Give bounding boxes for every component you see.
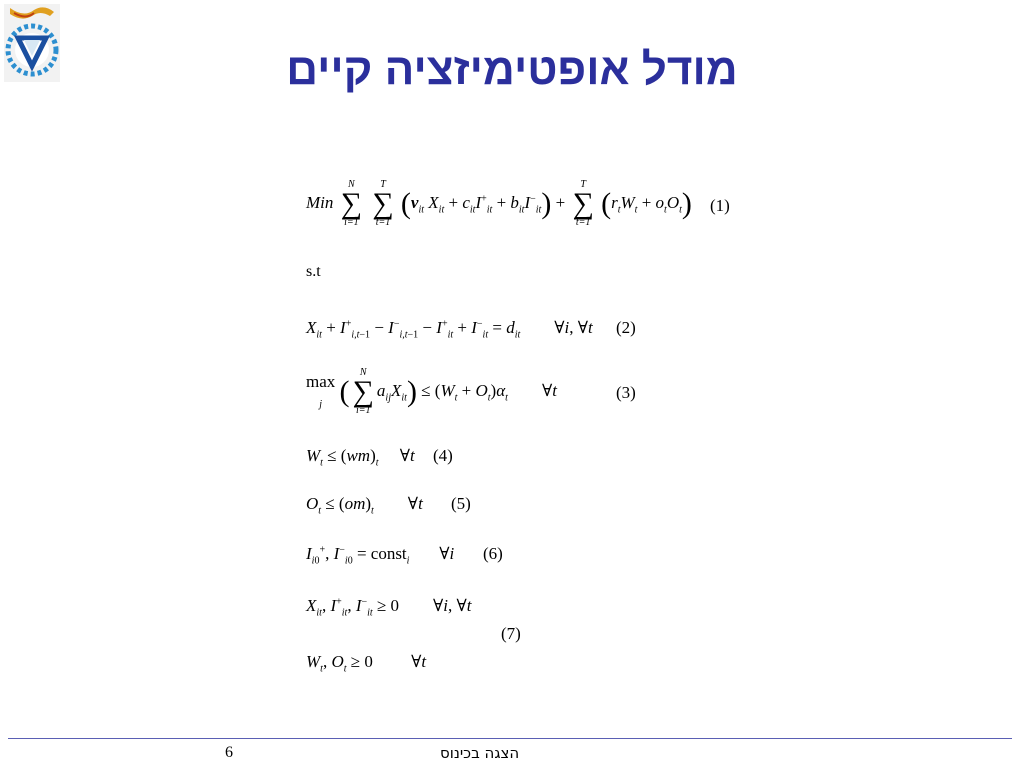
equation-6: $I_{i0}^+$, $I^-_{i0}$ = const$_i$ ∀i [306, 544, 455, 567]
equation-3: max j ( N ∑ i=1 $a_{ij}X_{it}) \le (W_t + O_t)\alpha_t$ ∀t [306, 367, 557, 416]
equation-7b: $W_t$, $O_t \ge 0$ ∀t [306, 652, 427, 675]
equation-1-number: (1) [710, 196, 730, 215]
page-number: 6 [225, 744, 233, 761]
equation-6-number: (6) [483, 544, 503, 563]
subject-to-label: s.t [306, 263, 321, 280]
equation-7a: $X_{it}$, $I^+_{it}$, $I^-_{it} \ge 0$ ∀i, ∀t [306, 596, 472, 619]
equation-2: $X_{it} + I^+_{i,t-1} - I^-_{i,t-1} - I^+_{it} + I^-_{it} = d_{it}$ ∀i, ∀t [306, 318, 593, 341]
equation-4: $W_t \le (wm)_t$ ∀t [306, 446, 415, 469]
slide-title: מודל אופטימיזציה קיים [286, 45, 738, 94]
equation-2-number: (2) [616, 318, 636, 337]
equation-3-number: (3) [616, 383, 636, 402]
footer-divider [8, 738, 1012, 739]
equation-5-number: (5) [451, 494, 471, 513]
equation-5: $O_t \le (om)_t$ ∀t [306, 494, 423, 517]
equation-4-number: (4) [433, 446, 453, 465]
footer-text: הצגה בכינוס [440, 744, 520, 762]
equation-7-number: (7) [501, 624, 521, 643]
equation-1: Min N ∑ i=1 T ∑ t=1 ($v_{it}$ $X_{it} + c_{it}I^+_{it} + b_{it}I^-_{it}$) + T ∑ t=1 $(r_tW_t + o_tO_t)$ [306, 179, 692, 228]
